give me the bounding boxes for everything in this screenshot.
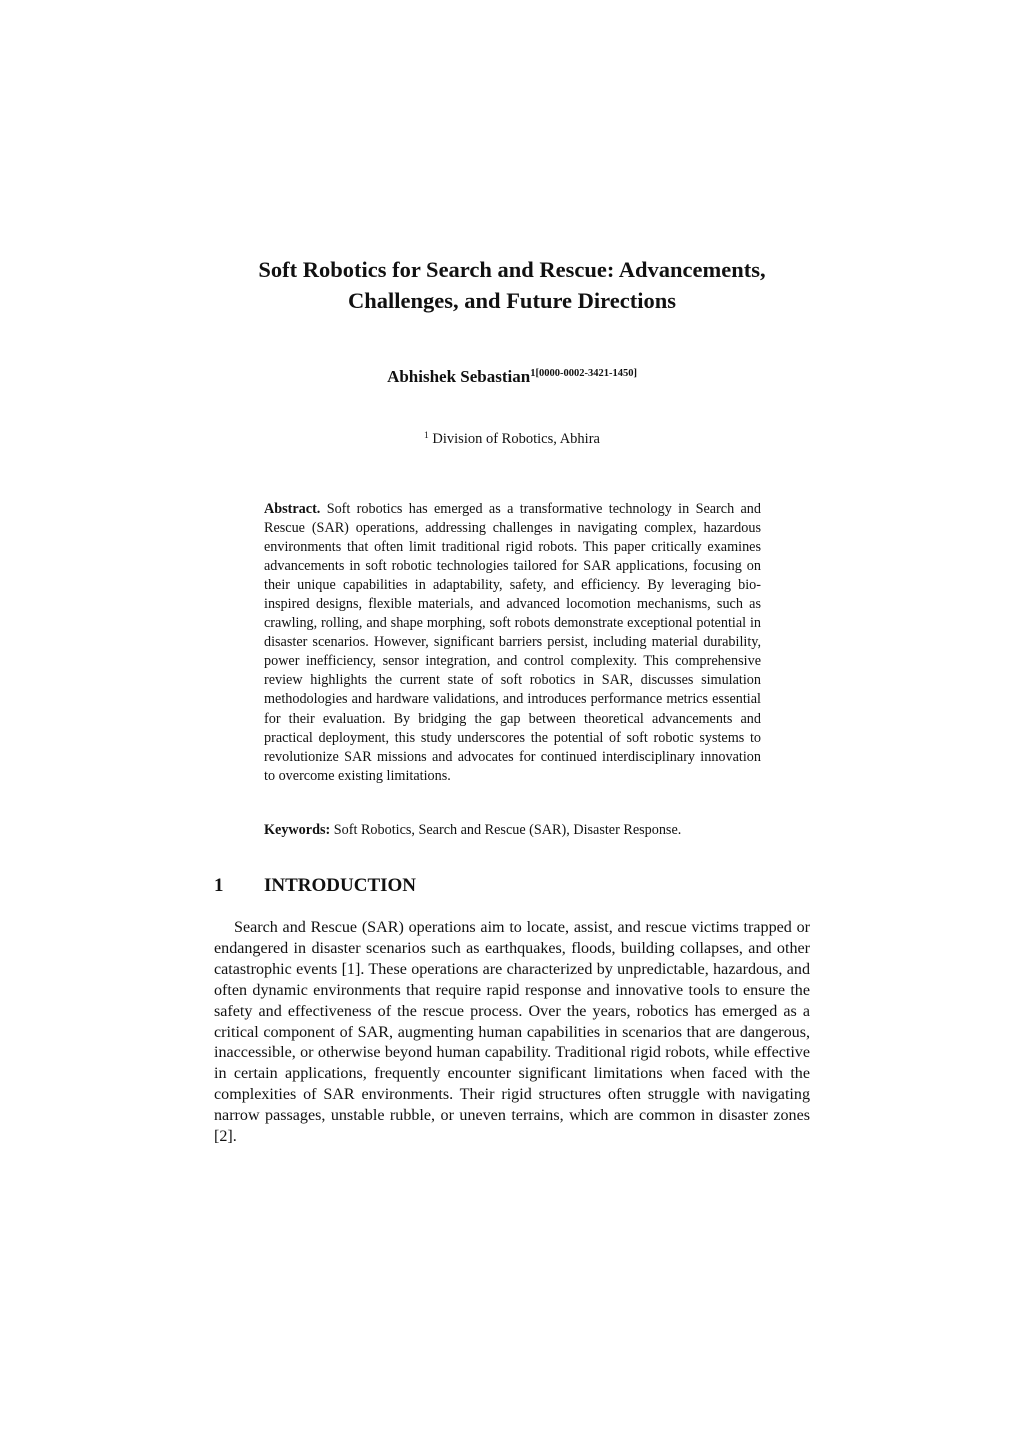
section-number: 1: [214, 875, 224, 896]
paper-title: [212, 254, 812, 316]
abstract: [264, 500, 761, 786]
title-line-1: Soft Robotics for Search and Rescue: Advancements,: [258, 257, 766, 282]
author-orcid: 1[0000-0002-3421-1450]: [530, 368, 637, 379]
section-title: INTRODUCTION: [264, 875, 417, 896]
keywords-text: Soft Robotics, Search and Rescue (SAR), Disaster Response.: [330, 822, 682, 838]
affiliation-text: Division of Robotics, Abhira: [428, 431, 600, 447]
author-line: [212, 364, 812, 390]
keywords-label: Keywords:: [264, 822, 331, 838]
title-line-2: Challenges, and Future Directions: [348, 288, 676, 313]
affiliation: [212, 428, 812, 450]
abstract-label: Abstract.: [264, 501, 321, 517]
introduction-paragraph: Search and Rescue (SAR) operations aim to locate, assist, and rescue victims trapped or endangered in disaster scenarios such as earthquakes, floods, building collapses, and other catastrophic events [1]. These operations are characterized by unpredictable, hazardous, and often dynamic environments that require rapid response and innovative tools to ensure the safety and effectiveness of the rescue process. Over the years, robotics has emerged as a critical component of SAR, augmenting human capabilities in scenarios that are dangerous, inaccessible, or otherwise beyond human capability. Traditional rigid robots, while effective in certain applications, frequently encounter significant limitations when faced with the complexities of SAR environments. Their rigid structures often struggle with navigating narrow passages, unstable rubble, or uneven terrains, which are common in disaster zones [2].: [214, 919, 810, 1146]
abstract-text: Soft robotics has emerged as a transformative technology in Search and Rescue (SAR) operations, addressing challenges in navigating complex, hazardous environments that often limit traditional rigid robots. This paper critically examines advancements in soft robotic technologies tailored for SAR applications, focusing on their unique capabilities in adaptability, safety, and efficiency. By leveraging bio-inspired designs, flexible materials, and advanced locomotion mechanisms, such as crawling, rolling, and shape morphing, soft robots demonstrate exceptional potential in disaster scenarios. However, significant barriers persist, including material durability, power inefficiency, sensor integration, and control complexity. This comprehensive review highlights the current state of soft robotics in SAR, discusses simulation methodologies and hardware validations, and introduces performance metrics essential for their evaluation. By bridging the gap between theoretical advancements and practical deployment, this study underscores the potential of soft robotic systems to revolutionize SAR missions and advocates for continued interdisciplinary innovation to overcome existing limitations.: [264, 501, 761, 784]
keywords: [264, 821, 761, 840]
affiliation-marker: 1: [424, 431, 429, 441]
author-name: Abhishek Sebastian: [387, 367, 531, 386]
section-heading: [214, 873, 812, 899]
